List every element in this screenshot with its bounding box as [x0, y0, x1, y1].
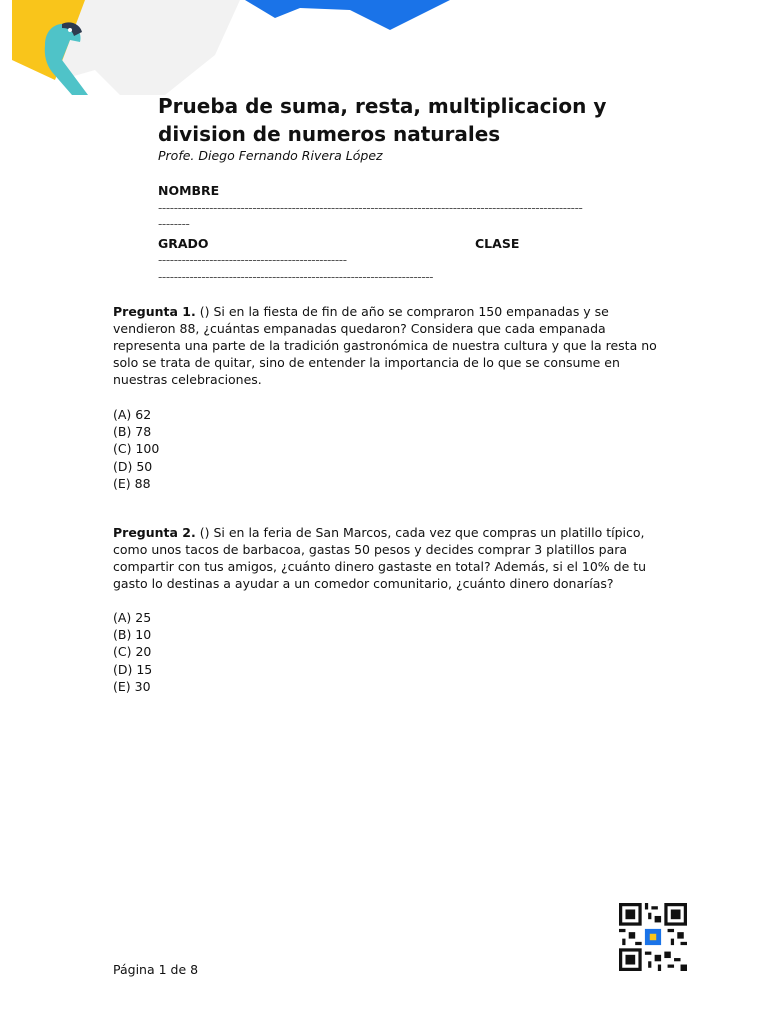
author-name: Profe. Diego Fernando Rivera López	[158, 148, 383, 163]
question-text: () Si en la feria de San Marcos, cada vez que compras un platillo típico, como unos tacos de barbacoa, gastas 50 pesos y decides comprar 3 platillos para compartir con tus amigos, ¿cuánto dinero gastaste en total? Además, si el 10% de tu gasto lo destinas a ayudar a un comedor comunitario, ¿cuánto dinero donarías?	[113, 525, 647, 591]
page-number: Página 1 de 8	[113, 962, 199, 977]
page-title: Prueba de suma, resta, multiplicacion y division de numeros naturales	[158, 94, 607, 146]
option-a[interactable]: (A) 62	[113, 407, 152, 422]
question-number: Pregunta 2.	[113, 525, 196, 540]
option-c[interactable]: (C) 20	[113, 644, 152, 660]
question-1	[113, 303, 658, 388]
question-2-options	[113, 609, 152, 695]
option-a[interactable]: (A) 25	[113, 610, 152, 625]
option-b[interactable]: (B) 10	[113, 627, 152, 643]
grado-label: GRADO	[158, 236, 209, 251]
nombre-line-continued: --------	[158, 217, 190, 231]
option-e[interactable]: (E) 30	[113, 678, 151, 694]
nombre-line[interactable]: ------------------------------------------------------------------------------------------------------------	[158, 201, 583, 215]
clase-label: CLASE	[475, 236, 520, 251]
question-number: Pregunta 1.	[113, 304, 196, 319]
option-d[interactable]: (D) 50	[113, 458, 153, 474]
question-2	[113, 524, 658, 592]
qr-code-icon	[619, 903, 687, 971]
option-c[interactable]: (C) 100	[113, 441, 160, 457]
clase-line[interactable]: ----------------------------------------------------------------------	[158, 270, 434, 284]
question-text: () Si en la fiesta de fin de año se compraron 150 empanadas y se vendieron 88, ¿cuántas empanadas quedaron? Considera que cada empanada representa una parte de la tradición gastronómica de nuestra cultura y que la resta no solo se trata de quitar, sino de entender la importancia de lo que se consume en nuestras celebraciones.	[113, 304, 657, 387]
question-1-options	[113, 406, 159, 492]
nombre-label: NOMBRE	[158, 183, 220, 198]
option-d[interactable]: (D) 15	[113, 661, 153, 677]
grado-line[interactable]: ------------------------------------------------	[158, 253, 347, 267]
option-e[interactable]: (E) 88	[113, 475, 151, 491]
option-b[interactable]: (B) 78	[113, 424, 152, 440]
header-decoration	[0, 0, 768, 100]
